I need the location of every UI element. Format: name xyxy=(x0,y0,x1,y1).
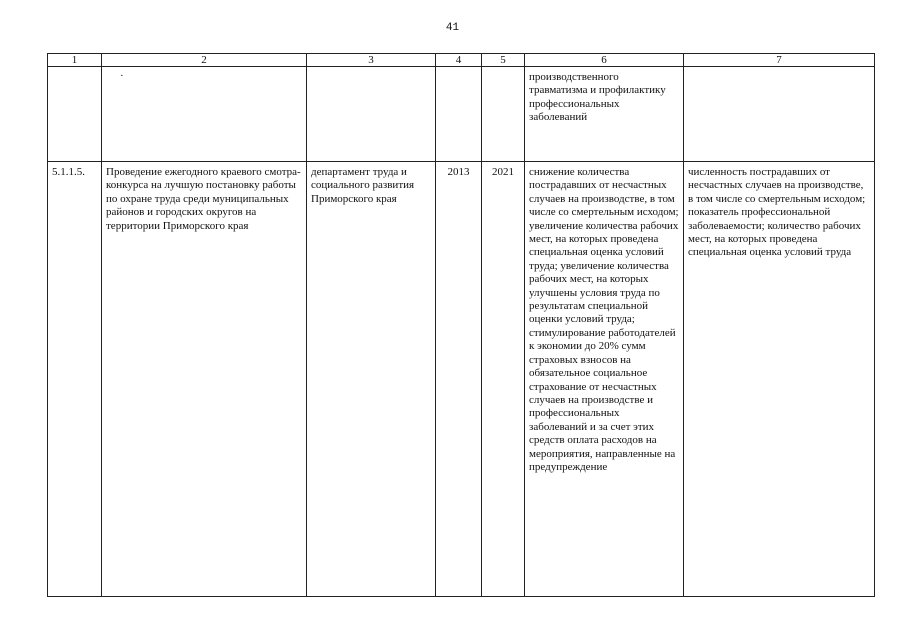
continuation-row xyxy=(48,67,875,162)
cell-empty xyxy=(684,67,875,162)
header-col-5: 5 xyxy=(482,54,525,67)
start-year: 2013 xyxy=(436,162,482,597)
expected-result: снижение количества пострадавших от несчастных случаев на производстве, в том числе со смертельным исходом; увеличение количества рабочих мест, на которых проведена специальная оценка условий труда; увеличение количества рабочих мест, на которых улучшены условия труда по результатам специальной оценки условий труда; стимулирование работодателей к экономии до 20% сумм страховых взносов на обязательное социальное страхование от несчастных случаев на производстве и профессиональных заболеваний и за счет этих средств оплата расходов на мероприятия, направленные на предупреждение xyxy=(525,162,684,597)
header-col-2: 2 xyxy=(102,54,307,67)
header-col-7: 7 xyxy=(684,54,875,67)
header-col-3: 3 xyxy=(307,54,436,67)
cell-empty xyxy=(436,67,482,162)
cell-empty xyxy=(48,67,102,162)
cell-mark xyxy=(102,67,307,162)
measure-name: Проведение ежегодного краевого смотра-конкурса на лучшую постановку работы по охране труда среди муниципальных районов и городских округов на территории Приморского края xyxy=(102,162,307,597)
executor: департамент труда и социального развития Приморского края xyxy=(307,162,436,597)
row-number: 5.1.1.5. xyxy=(48,162,102,597)
end-year: 2021 xyxy=(482,162,525,597)
indicators: численность пострадавших от несчастных случаев на производстве, в том числе со смертельным исходом; показатель профессиональной заболеваемости; количество рабочих мест, на которых проведена специальная оценка условий труда xyxy=(684,162,875,597)
cell-empty xyxy=(307,67,436,162)
continuation-result: производственного травматизма и профилактику профессиональных заболеваний xyxy=(525,67,684,162)
measures-table xyxy=(47,53,875,597)
cell-empty xyxy=(482,67,525,162)
page-number: 41 xyxy=(445,22,460,34)
header-col-1: 1 xyxy=(48,54,102,67)
table-row xyxy=(48,162,875,597)
header-col-4: 4 xyxy=(436,54,482,67)
header-col-6: 6 xyxy=(525,54,684,67)
stray-mark: · xyxy=(120,70,124,82)
table-header-row xyxy=(48,54,875,67)
